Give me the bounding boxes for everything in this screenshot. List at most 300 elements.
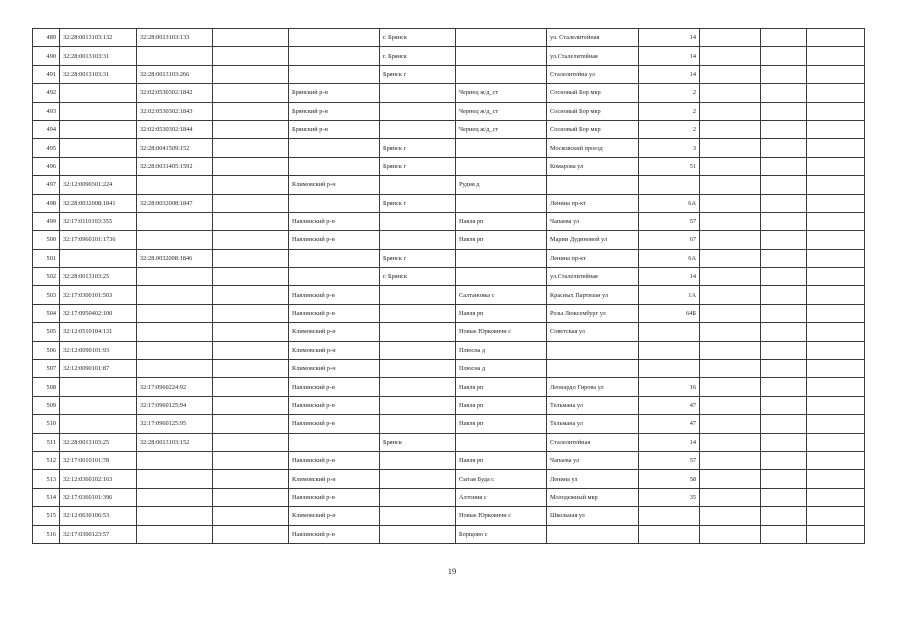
city-cell [380,378,456,396]
table-row [33,29,865,47]
linked-cadastral-number-cell [137,488,213,506]
district-cell: Навлинский р-н [289,488,380,506]
street-cell: Сосновый Бор мкр [547,120,639,138]
empty-cell [761,341,807,359]
empty-cell [700,268,761,286]
empty-cell [761,29,807,47]
city-cell [380,212,456,230]
empty-cell [807,507,865,525]
city-cell [380,507,456,525]
locality-cell: Рудня д [456,176,547,194]
row-number-cell: 507 [33,360,60,378]
house-number-cell: 35 [639,488,700,506]
cadastral-number-cell: 32:17:0300101:503 [60,286,137,304]
row-number-cell: 489 [33,29,60,47]
street-cell [547,360,639,378]
city-cell [380,341,456,359]
row-number-cell: 490 [33,47,60,65]
street-cell: Сосновый Бор мкр [547,84,639,102]
empty-cell [807,139,865,157]
empty-cell [807,157,865,175]
empty-cell [807,415,865,433]
street-cell [547,176,639,194]
empty-cell [761,157,807,175]
cadastral-number-cell: 32:12:0510104:131 [60,323,137,341]
table-row [33,194,865,212]
linked-cadastral-number-cell: 32:28:0031405:1592 [137,157,213,175]
row-number-cell: 499 [33,212,60,230]
empty-cell [700,47,761,65]
empty-cell [700,507,761,525]
cadastral-number-cell: 32:17:0300123:57 [60,525,137,543]
table-row [33,378,865,396]
district-cell: Климовский р-н [289,507,380,525]
empty-cell [213,470,289,488]
city-cell [380,102,456,120]
cadastral-number-cell: 32:28:0013103:31 [60,65,137,83]
empty-cell [700,488,761,506]
empty-cell [213,157,289,175]
empty-cell [807,84,865,102]
row-number-cell: 500 [33,231,60,249]
empty-cell [761,268,807,286]
empty-cell [807,65,865,83]
empty-cell [807,29,865,47]
empty-cell [213,525,289,543]
locality-cell: Навля рп [456,231,547,249]
cadastral-number-cell: 32:17:0110103:355 [60,212,137,230]
district-cell: Брянский р-н [289,120,380,138]
house-number-cell: 14 [639,433,700,451]
house-number-cell: 14 [639,29,700,47]
locality-cell [456,249,547,267]
table-row [33,433,865,451]
district-cell: Климовский р-н [289,341,380,359]
city-cell: Брянск [380,433,456,451]
empty-cell [700,120,761,138]
city-cell [380,176,456,194]
locality-cell [456,65,547,83]
table-row [33,470,865,488]
street-cell: Ленина пр-кт [547,249,639,267]
table-row [33,488,865,506]
empty-cell [807,396,865,414]
empty-cell [761,139,807,157]
empty-cell [700,378,761,396]
empty-cell [807,194,865,212]
street-cell: Тельмана ул [547,396,639,414]
empty-cell [700,451,761,469]
locality-cell: Навля рп [456,378,547,396]
empty-cell [807,341,865,359]
empty-cell [213,451,289,469]
locality-cell: Салтановка с [456,286,547,304]
empty-cell [761,249,807,267]
locality-cell: Новые Юрковичи с [456,323,547,341]
district-cell: Брянский р-н [289,102,380,120]
empty-cell [807,268,865,286]
linked-cadastral-number-cell: 32:28:0013103:152 [137,433,213,451]
table-row [33,120,865,138]
city-cell [380,470,456,488]
locality-cell [456,47,547,65]
cadastral-number-cell: 32:12:0090101:93 [60,341,137,359]
house-number-cell [639,176,700,194]
empty-cell [700,29,761,47]
empty-cell [807,47,865,65]
district-cell [289,249,380,267]
city-cell [380,231,456,249]
house-number-cell: 57 [639,451,700,469]
district-cell: Климовский р-н [289,323,380,341]
locality-cell: Чернец ж/д_ст [456,84,547,102]
empty-cell [761,451,807,469]
city-cell [380,525,456,543]
cadastral-number-cell: 32:28:0032008:1841 [60,194,137,212]
table-row [33,323,865,341]
table-row [33,84,865,102]
registry-rows [33,29,865,544]
table-row [33,286,865,304]
table-row [33,249,865,267]
locality-cell [456,139,547,157]
locality-cell: Чернец ж/д_ст [456,120,547,138]
empty-cell [761,304,807,322]
city-cell [380,415,456,433]
empty-cell [213,194,289,212]
cadastral-number-cell: 32:28:0013103:25 [60,268,137,286]
house-number-cell: 47 [639,415,700,433]
district-cell: Навлинский р-н [289,378,380,396]
empty-cell [700,470,761,488]
cadastral-number-cell: 32:17:0950402:100 [60,304,137,322]
empty-cell [213,176,289,194]
linked-cadastral-number-cell: 32:17:0960125:95 [137,415,213,433]
locality-cell: Чернец ж/д_ст [456,102,547,120]
district-cell [289,268,380,286]
empty-cell [213,102,289,120]
district-cell: Климовский р-н [289,176,380,194]
locality-cell [456,194,547,212]
table-row [33,212,865,230]
city-cell [380,451,456,469]
empty-cell [761,120,807,138]
street-cell: Розы Люксембург ул [547,304,639,322]
empty-cell [700,415,761,433]
row-number-cell: 495 [33,139,60,157]
row-number-cell: 501 [33,249,60,267]
empty-cell [807,360,865,378]
empty-cell [761,65,807,83]
district-cell: Навлинский р-н [289,212,380,230]
empty-cell [807,212,865,230]
empty-cell [761,84,807,102]
district-cell [289,47,380,65]
linked-cadastral-number-cell: 32:28:0013103:266 [137,65,213,83]
linked-cadastral-number-cell: 32:02:0530302:1843 [137,102,213,120]
empty-cell [807,525,865,543]
empty-cell [761,360,807,378]
locality-cell: Навля рп [456,415,547,433]
cadastral-number-cell [60,139,137,157]
empty-cell [700,323,761,341]
empty-cell [700,341,761,359]
linked-cadastral-number-cell: 32:28:0032008:1847 [137,194,213,212]
city-cell: г. Брянск [380,47,456,65]
locality-cell: Сытая Буда с [456,470,547,488]
empty-cell [213,249,289,267]
street-cell: ул.Сталелитейная [547,47,639,65]
district-cell [289,139,380,157]
linked-cadastral-number-cell [137,525,213,543]
street-cell: Советская ул [547,323,639,341]
city-cell: Брянск г [380,194,456,212]
empty-cell [761,231,807,249]
cadastral-number-cell: 32:17:0010101:78 [60,451,137,469]
district-cell: Навлинский р-н [289,396,380,414]
street-cell: Красных Партизан ул [547,286,639,304]
empty-cell [213,323,289,341]
district-cell: Навлинский р-н [289,286,380,304]
table-row [33,451,865,469]
row-number-cell: 514 [33,488,60,506]
empty-cell [807,102,865,120]
street-cell: Ленина ул [547,470,639,488]
cadastral-number-cell: 32:17:0360101:396 [60,488,137,506]
empty-cell [213,29,289,47]
row-number-cell: 496 [33,157,60,175]
street-cell [547,341,639,359]
city-cell [380,304,456,322]
table-row [33,47,865,65]
row-number-cell: 509 [33,396,60,414]
empty-cell [700,286,761,304]
locality-cell: Алтония с [456,488,547,506]
house-number-cell: 64Б [639,304,700,322]
row-number-cell: 512 [33,451,60,469]
district-cell [289,65,380,83]
locality-cell [456,157,547,175]
district-cell [289,29,380,47]
cadastral-number-cell: 32:12:0630106:53 [60,507,137,525]
district-cell [289,157,380,175]
empty-cell [213,212,289,230]
empty-cell [700,304,761,322]
locality-cell: Борщово с [456,525,547,543]
house-number-cell [639,360,700,378]
house-number-cell: 2 [639,120,700,138]
row-number-cell: 505 [33,323,60,341]
linked-cadastral-number-cell [137,507,213,525]
table-row [33,65,865,83]
empty-cell [700,102,761,120]
empty-cell [213,120,289,138]
district-cell: Навлинский р-н [289,415,380,433]
empty-cell [700,65,761,83]
empty-cell [807,451,865,469]
empty-cell [213,507,289,525]
locality-cell [456,29,547,47]
locality-cell: Навля рп [456,396,547,414]
street-cell: Сосновый Бор мкр [547,102,639,120]
table-row [33,157,865,175]
linked-cadastral-number-cell: 32:02:0530302:1844 [137,120,213,138]
empty-cell [213,488,289,506]
row-number-cell: 510 [33,415,60,433]
linked-cadastral-number-cell [137,231,213,249]
empty-cell [761,378,807,396]
city-cell: г. Брянск [380,268,456,286]
row-number-cell: 492 [33,84,60,102]
linked-cadastral-number-cell [137,341,213,359]
house-number-cell: 1А [639,286,700,304]
row-number-cell: 506 [33,341,60,359]
empty-cell [700,249,761,267]
table-row [33,507,865,525]
locality-cell: Новые Юрковичи с [456,507,547,525]
city-cell: Брянск г [380,157,456,175]
empty-cell [213,396,289,414]
empty-cell [700,157,761,175]
empty-cell [700,84,761,102]
district-cell [289,433,380,451]
linked-cadastral-number-cell [137,212,213,230]
city-cell: Брянск г [380,249,456,267]
linked-cadastral-number-cell: 32:02:0530302:1842 [137,84,213,102]
empty-cell [761,323,807,341]
empty-cell [700,360,761,378]
row-number-cell: 504 [33,304,60,322]
locality-cell [456,268,547,286]
row-number-cell: 503 [33,286,60,304]
linked-cadastral-number-cell: 32:17:0960224:92 [137,378,213,396]
street-cell: Тельмана ул [547,415,639,433]
page-number: 19 [447,566,457,576]
empty-cell [807,231,865,249]
empty-cell [807,470,865,488]
district-cell: Климовский р-н [289,470,380,488]
locality-cell: Навля рп [456,304,547,322]
empty-cell [761,488,807,506]
house-number-cell [639,323,700,341]
street-cell: Ленина пр-кт [547,194,639,212]
house-number-cell [639,341,700,359]
empty-cell [761,102,807,120]
street-cell [547,525,639,543]
house-number-cell: 67 [639,231,700,249]
empty-cell [761,507,807,525]
table-row [33,304,865,322]
locality-cell: Навля рп [456,451,547,469]
cadastral-number-cell: 32:28:0013103:25 [60,433,137,451]
cadastral-number-cell: 32:12:0360102:163 [60,470,137,488]
empty-cell [700,212,761,230]
empty-cell [213,231,289,249]
street-cell: Московский проезд [547,139,639,157]
empty-cell [761,396,807,414]
cadastral-number-cell [60,378,137,396]
cadastral-number-cell: 32:28:0013103:132 [60,29,137,47]
empty-cell [213,139,289,157]
cadastral-number-cell: 32:17:0960101:1736 [60,231,137,249]
empty-cell [761,47,807,65]
empty-cell [213,378,289,396]
empty-cell [213,47,289,65]
empty-cell [761,212,807,230]
registry-table [32,28,865,544]
house-number-cell: 6А [639,249,700,267]
cadastral-number-cell [60,120,137,138]
house-number-cell: 3 [639,139,700,157]
table-row [33,139,865,157]
row-number-cell: 516 [33,525,60,543]
city-cell [380,360,456,378]
empty-cell [213,415,289,433]
linked-cadastral-number-cell [137,304,213,322]
table-row [33,231,865,249]
street-cell: ул. Сталелитейная [547,29,639,47]
cadastral-number-cell [60,396,137,414]
table-row [33,102,865,120]
empty-cell [807,120,865,138]
linked-cadastral-number-cell [137,268,213,286]
city-cell [380,323,456,341]
linked-cadastral-number-cell: 32:17:0960125:94 [137,396,213,414]
house-number-cell: 2 [639,102,700,120]
city-cell [380,120,456,138]
empty-cell [213,84,289,102]
empty-cell [761,525,807,543]
cadastral-number-cell: 32:12:0090301:224 [60,176,137,194]
empty-cell [807,323,865,341]
row-number-cell: 498 [33,194,60,212]
district-cell [289,194,380,212]
empty-cell [761,415,807,433]
cadastral-number-cell [60,249,137,267]
cadastral-number-cell: 32:12:0090101:87 [60,360,137,378]
linked-cadastral-number-cell [137,451,213,469]
empty-cell [807,176,865,194]
empty-cell [761,286,807,304]
locality-cell: Плюсна д [456,341,547,359]
empty-cell [807,304,865,322]
empty-cell [213,341,289,359]
linked-cadastral-number-cell [137,176,213,194]
district-cell: Навлинский р-н [289,525,380,543]
empty-cell [807,249,865,267]
table-row [33,525,865,543]
empty-cell [700,176,761,194]
empty-cell [213,268,289,286]
empty-cell [807,488,865,506]
cadastral-number-cell [60,157,137,175]
street-cell: Сталелитейна ул [547,65,639,83]
street-cell: Марии Дудиновой ул [547,231,639,249]
house-number-cell: 2 [639,84,700,102]
city-cell [380,286,456,304]
empty-cell [761,176,807,194]
empty-cell [761,433,807,451]
district-cell: Брянский р-н [289,84,380,102]
empty-cell [213,360,289,378]
house-number-cell [639,525,700,543]
district-cell: Навлинский р-н [289,451,380,469]
empty-cell [807,433,865,451]
city-cell [380,396,456,414]
street-cell: ул.Сталелитейная [547,268,639,286]
street-cell: Сталелитейная [547,433,639,451]
linked-cadastral-number-cell [137,286,213,304]
